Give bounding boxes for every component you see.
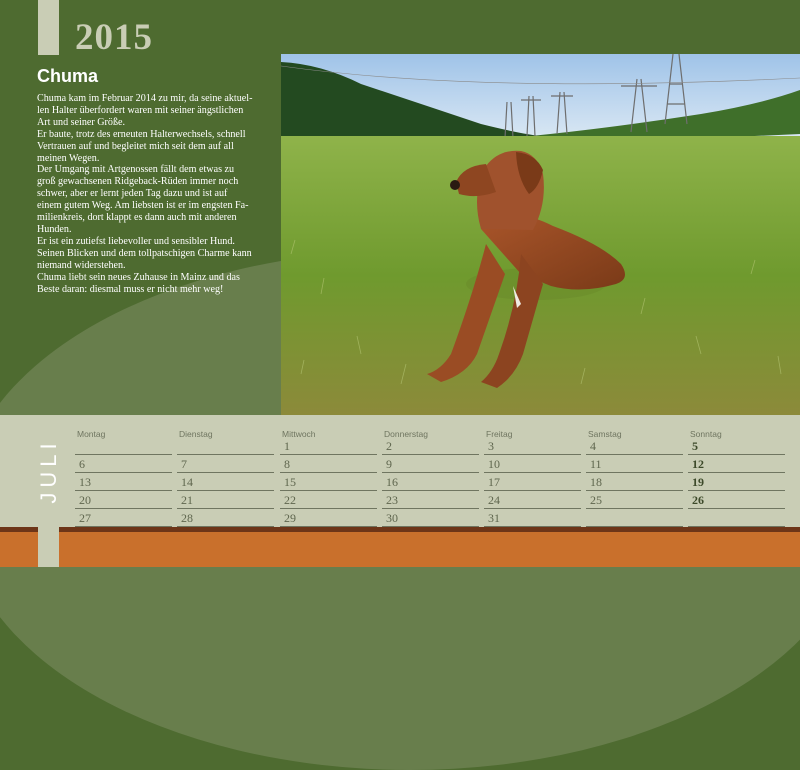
- date-cell: [75, 472, 172, 491]
- date-cell: [177, 508, 274, 527]
- date-number: 19: [692, 475, 704, 489]
- story-line: len Halter überfordert waren mit seiner ängstlichen: [37, 104, 244, 116]
- day-column: [484, 428, 581, 524]
- date-cell: [75, 490, 172, 509]
- date-number: 14: [181, 475, 193, 489]
- weekday-label: Dienstag: [179, 429, 213, 439]
- story-line: meinen Wegen.: [37, 152, 100, 164]
- date-cell: [382, 436, 479, 455]
- accent-bar-bottom: [38, 505, 59, 567]
- date-cell: [177, 436, 274, 455]
- accent-bar-top: [38, 0, 59, 55]
- date-cell: [688, 490, 785, 509]
- weekday-label: Freitag: [486, 429, 513, 439]
- date-cell: [280, 490, 377, 509]
- date-cell: [586, 490, 683, 509]
- weekday-label: Donnerstag: [384, 429, 428, 439]
- date-number: 29: [284, 511, 296, 525]
- date-number: 10: [488, 457, 500, 471]
- date-number: 25: [590, 493, 602, 507]
- weekday-label: Sonntag: [690, 429, 722, 439]
- story-line: Hunden.: [37, 223, 72, 235]
- story-line: Der Umgang mit Artgenossen fällt dem etwas zu: [37, 164, 235, 176]
- story-line: milienkreis, dort klappt es dann auch mit anderen: [37, 212, 237, 224]
- footer-band: [0, 532, 800, 567]
- date-number: 1: [284, 439, 290, 453]
- story-line: Chuma kam im Februar 2014 zu mir, da seine aktuel-: [37, 93, 253, 104]
- date-cell: [688, 436, 785, 455]
- date-number: 24: [488, 493, 500, 507]
- date-number: 3: [488, 439, 494, 453]
- date-cell: [382, 454, 479, 473]
- date-number: 26: [692, 493, 704, 507]
- date-number: 18: [590, 475, 602, 489]
- date-cell: [382, 508, 479, 527]
- date-cell: [382, 472, 479, 491]
- date-number: 31: [488, 511, 500, 525]
- date-cell: [177, 472, 274, 491]
- weekday-label: Mittwoch: [282, 429, 316, 439]
- date-cell: [280, 436, 377, 455]
- day-column: [382, 428, 479, 524]
- day-column: [177, 428, 274, 524]
- date-cell: [177, 454, 274, 473]
- date-number: 5: [692, 439, 698, 453]
- story-line: einem gutem Weg. Am liebsten ist er im engsten Fa-: [37, 200, 249, 212]
- story-line: schwer, aber er lernt jeden Tag dazu und ist auf: [37, 188, 228, 200]
- weekday-label: Samstag: [588, 429, 622, 439]
- dog-photo: [281, 54, 800, 415]
- calendar-grid: [75, 428, 790, 524]
- date-number: 4: [590, 439, 596, 453]
- date-number: 27: [79, 511, 91, 525]
- month-text: JULI: [36, 438, 61, 504]
- story-line: Chuma liebt sein neues Zuhause in Mainz und das: [37, 271, 240, 283]
- date-cell: [484, 490, 581, 509]
- date-cell: [280, 454, 377, 473]
- date-cell: [586, 436, 683, 455]
- date-number: 28: [181, 511, 193, 525]
- date-cell: [484, 472, 581, 491]
- date-number: 7: [181, 457, 187, 471]
- story-line: groß gewachsenen Ridgeback-Rüden immer noch: [37, 176, 239, 188]
- story-line: Art und seiner Größe.: [37, 116, 126, 128]
- date-number: 8: [284, 457, 290, 471]
- date-cell: [382, 490, 479, 509]
- date-number: 21: [181, 493, 193, 507]
- date-cell: [484, 454, 581, 473]
- date-number: 15: [284, 475, 296, 489]
- date-number: 16: [386, 475, 398, 489]
- date-cell: [75, 436, 172, 455]
- date-cell: [177, 490, 274, 509]
- story-title: Chuma: [37, 66, 99, 86]
- date-cell: [688, 472, 785, 491]
- story-line: Er ist ein zutiefst liebevoller und sensibler Hund.: [37, 235, 235, 247]
- date-cell: [586, 508, 683, 527]
- date-number: 22: [284, 493, 296, 507]
- date-cell: [586, 454, 683, 473]
- story-text: [37, 93, 272, 295]
- date-number: 13: [79, 475, 91, 489]
- story-line: Er baute, trotz des erneuten Halterwechsels, schnell: [37, 128, 246, 140]
- date-cell: [688, 508, 785, 527]
- story-line: Beste daran: diesmal muss er nicht mehr weg!: [37, 283, 224, 295]
- date-number: 23: [386, 493, 398, 507]
- date-cell: [688, 454, 785, 473]
- date-cell: [484, 436, 581, 455]
- story-line: niemand widerstehen.: [37, 259, 126, 271]
- day-column: [688, 428, 785, 524]
- story-line: Vertrauen auf und begleitet mich seit dem auf all: [37, 140, 234, 152]
- date-number: 9: [386, 457, 392, 471]
- date-number: 6: [79, 457, 85, 471]
- date-cell: [586, 472, 683, 491]
- date-number: 17: [488, 475, 500, 489]
- date-cell: [280, 508, 377, 527]
- day-column: [280, 428, 377, 524]
- date-number: 12: [692, 457, 704, 471]
- date-cell: [75, 508, 172, 527]
- story-line: Seinen Blicken und dem tollpatschigen Charme kann: [37, 247, 252, 259]
- date-cell: [280, 472, 377, 491]
- month-label: [27, 430, 71, 504]
- day-column: [586, 428, 683, 524]
- date-number: 11: [590, 457, 602, 471]
- weekday-label: Montag: [77, 429, 106, 439]
- date-number: 30: [386, 511, 398, 525]
- date-cell: [484, 508, 581, 527]
- date-number: 2: [386, 439, 392, 453]
- date-number: 20: [79, 493, 91, 507]
- date-cell: [75, 454, 172, 473]
- year-title: 2015: [75, 17, 153, 58]
- day-column: [75, 428, 172, 524]
